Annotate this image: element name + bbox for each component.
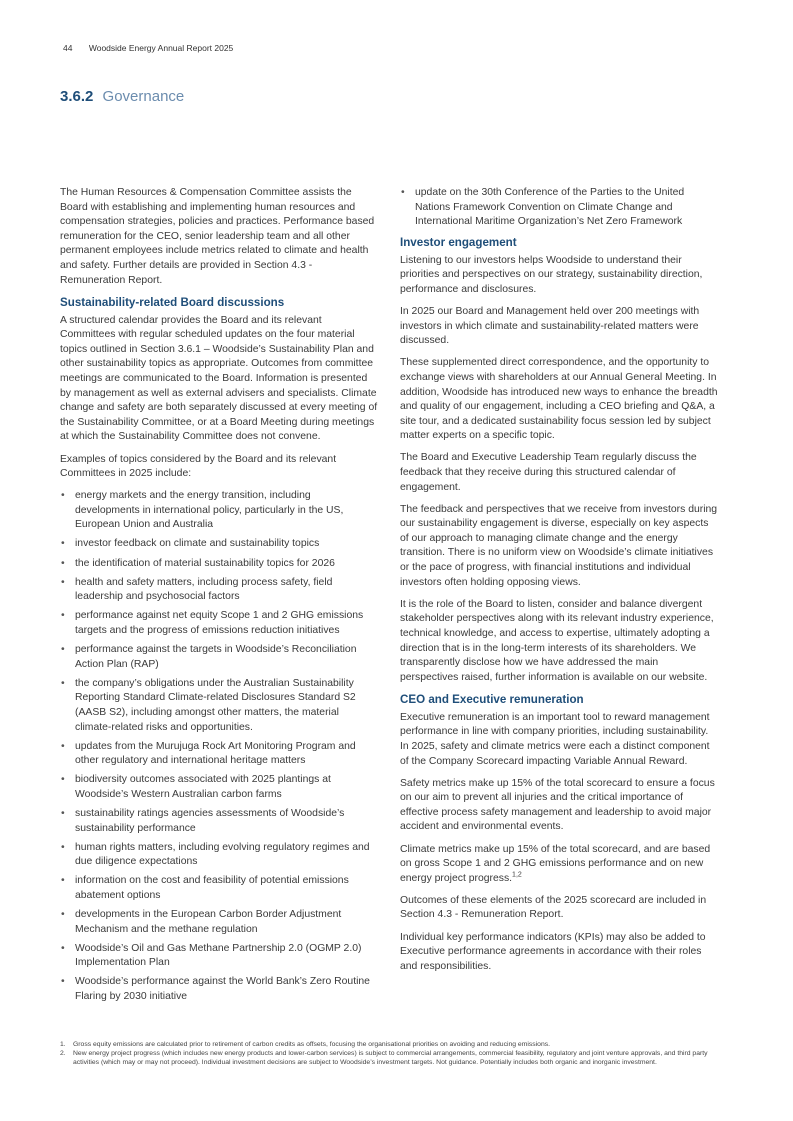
footnote	[60, 1050, 720, 1067]
topics-intro-paragraph: Examples of topics considered by the Board and its relevant Committees in 2025 include:	[60, 453, 337, 480]
ceo-paragraph: Safety metrics make up 15% of the total scorecard to ensure a focus on our aim to prevent all injuries and the critical importance of effective process safety management and leadership to avoid major accident and environmental events.	[400, 777, 715, 833]
list-item: • investor feedback on climate and sustainability topics	[60, 537, 378, 552]
investor-engagement-heading: Investor engagement	[400, 235, 517, 249]
ceo-paragraph-with-footnote	[400, 843, 718, 887]
list-item: • performance against net equity Scope 1 and 2 GHG emissions targets and the progress of emissions reduction initiatives	[60, 609, 378, 638]
list-item: • health and safety matters, including process safety, field leadership and psychosocial factors	[60, 576, 378, 605]
list-item: • sustainability ratings agencies assessments of Woodside’s sustainability performance	[60, 807, 378, 836]
report-title: Woodside Energy Annual Report 2025	[88, 43, 234, 53]
section-name: Governance	[102, 88, 185, 105]
footnote-number: 1.	[60, 1041, 66, 1048]
list-item: • updates from the Murujuga Rock Art Monitoring Program and other regulatory and international heritage matters	[60, 740, 378, 769]
footnote-text: New energy project progress (which includes new energy products and lower-carbon services) is subject to commercial arrangements, commercial feasibility, regulatory and joint venture approvals, and third party activities (which may or may not proceed). Individual investment decisions are subject to Woodside’s investment targets. Not guidance. Potentially includes both organic and inorganic investment.	[73, 1050, 708, 1066]
list-item: • performance against the targets in Woodside’s Reconciliation Action Plan (RAP)	[60, 643, 378, 672]
list-item: • information on the cost and feasibility of potential emissions abatement options	[60, 874, 378, 903]
ceo-paragraph: Individual key performance indicators (KPIs) may also be added to Executive performance agreements in accordance with their roles and responsibilities.	[400, 931, 706, 972]
page-number: 44	[63, 43, 73, 53]
investor-paragraph: Listening to our investors helps Woodside to understand their priorities and perspectives on our strategy, sustainability direction, performance and disclosures.	[400, 254, 703, 295]
list-item: • the company’s obligations under the Australian Sustainability Reporting Standard Climate-related Disclosures Standard S2 (AASB S2), including amongst other matters, the material climate-related risks and opportunities.	[60, 677, 378, 735]
list-item: • human rights matters, including evolving regulatory regimes and due diligence expectations	[60, 841, 378, 870]
page-header	[63, 43, 233, 53]
list-item: • biodiversity outcomes associated with 2025 plantings at Woodside’s Western Australian carbon farms	[60, 773, 378, 802]
left-column	[60, 186, 378, 1011]
ceo-paragraph: Outcomes of these elements of the 2025 scorecard are included in Section 4.3 - Remuneration Report.	[400, 894, 707, 921]
investor-paragraph: The feedback and perspectives that we receive from investors during our sustainability engagement is diverse, especially on key aspects of our approach to managing climate change and the energy transition. There is no uniform view on Woodside’s climate initiatives or the pace of progress, with financial institutions and individual investors often holding opposing views.	[400, 503, 718, 588]
footnote-number: 2.	[60, 1050, 66, 1058]
intro-paragraph: The Human Resources & Compensation Committee assists the Board with establishing and implementing human resources and compensation strategies, policies and practices. Performance based remuneration for the CEO, senior leadership team and all other permanent employees include metrics related to climate and health and safety. Further details are provided in Section 4.3 - Remuneration Report.	[60, 187, 375, 286]
footnote-text: Gross equity emissions are calculated prior to retirement of carbon credits as offsets, focusing the organisational priorities on avoiding and reducing emissions.	[73, 1041, 551, 1048]
section-title	[60, 88, 184, 105]
list-item: • energy markets and the energy transition, including developments in international policy, particularly in the US, European Union and Australia	[60, 489, 378, 533]
board-topics-list	[60, 489, 378, 1004]
board-topics-list-continued	[400, 186, 718, 230]
ceo-paragraph: Executive remuneration is an important tool to reward management performance in line with company priorities, including sustainability. In 2025, safety and climate metrics were each a distinct component of the Company Scorecard impacting Variable Annual Reward.	[400, 711, 710, 767]
footnote-reference: 1,2	[512, 871, 522, 879]
investor-paragraph: The Board and Executive Leadership Team regularly discuss the feedback that they receive during this structured calendar of engagement.	[400, 452, 697, 493]
ceo-remuneration-heading: CEO and Executive remuneration	[400, 692, 584, 706]
footnote	[60, 1041, 720, 1049]
board-discussions-paragraph: A structured calendar provides the Board and its relevant Committees with regular scheduled updates on the four material topics outlined in Section 3.6.1 – Woodside’s Sustainability Plan and other sustainability topics as appropriate. Outcomes from committee meetings are communicated to the Board. Information is presented by management as well as external advisers and specialists. Climate change and safety are both separately discussed at every meeting of the Sustainability Committee, or at a Board Meeting during meetings at which the Sustainability Committee does not convene.	[60, 314, 378, 443]
list-item: • Woodside’s performance against the World Bank’s Zero Routine Flaring by 2030 initiative	[60, 975, 378, 1004]
ceo-paragraph-text: Climate metrics make up 15% of the total scorecard, and are based on gross Scope 1 and 2 GHG emissions performance and on new energy project progress.	[400, 843, 711, 884]
investor-paragraph: These supplemented direct correspondence, and the opportunity to exchange views with shareholders at our Annual General Meeting. In addition, Woodside has introduced new ways to enhance the breadth and quality of our engagement, including a CEO briefing and Q&A, a site tour, and a dedicated sustainability focus session led by subject matter experts on a specific topic.	[400, 357, 718, 442]
investor-paragraph: In 2025 our Board and Management held over 200 meetings with investors in which climate and sustainability-related matters were discussed.	[400, 306, 700, 347]
investor-paragraph: It is the role of the Board to listen, consider and balance divergent stakeholder perspectives along with its relevant industry experience, technical knowledge, and access to expertise, ultimately adopting a direction that is in the long-term interests of its shareholders. We transparently disclose how we have addressed the main perspectives raised, further information is available on our website.	[400, 598, 714, 683]
board-discussions-heading: Sustainability-related Board discussions	[60, 295, 285, 309]
list-item: • update on the 30th Conference of the Parties to the United Nations Framework Convention on Climate Change and International Maritime Organization’s Net Zero Framework	[400, 186, 718, 230]
list-item: • Woodside’s Oil and Gas Methane Partnership 2.0 (OGMP 2.0) Implementation Plan	[60, 942, 378, 971]
list-item: • developments in the European Carbon Border Adjustment Mechanism and the methane regulation	[60, 908, 378, 937]
footnotes	[60, 1041, 720, 1068]
list-item: • the identification of material sustainability topics for 2026	[60, 557, 378, 572]
section-number: 3.6.2	[60, 88, 94, 105]
right-column	[400, 186, 718, 982]
